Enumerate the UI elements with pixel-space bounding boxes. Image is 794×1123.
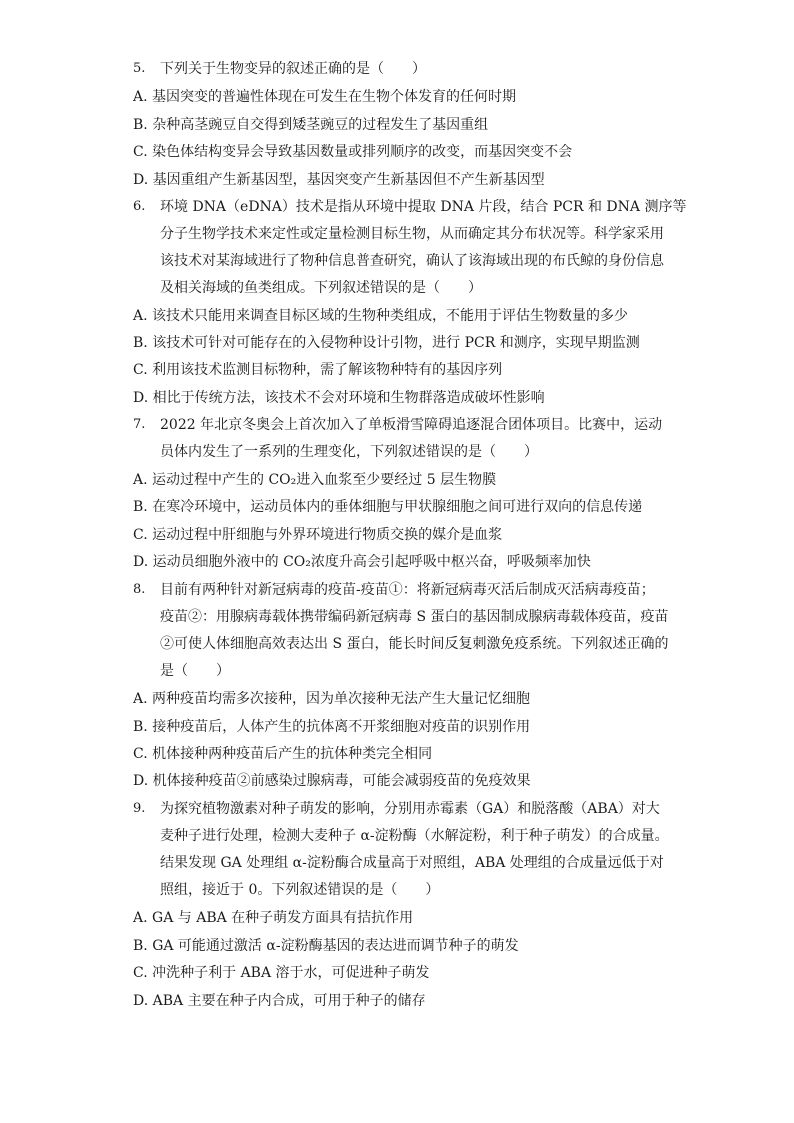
question-number: 9. [133, 801, 146, 816]
question-stem-text: 为探究植物激素对种子萌发的影响，分别用赤霉素（GA）和脱落酸（ABA）对大 [160, 801, 660, 817]
option-a: A. 运动过程中产生的 CO₂进入血浆至少要经过 5 层生物膜 [133, 472, 497, 488]
question-stem-text: 结果发现 GA 处理组 α-淀粉酶合成量高于对照组，ABA 处理组的合成量远低于对 [160, 855, 664, 871]
question-stem-text: 疫苗②：用腺病毒载体携带编码新冠病毒 S 蛋白的基因制成腺病毒载体疫苗，疫苗 [160, 609, 669, 625]
option-d: D. 机体接种疫苗②前感染过腺病毒，可能会减弱疫苗的免疫效果 [133, 773, 531, 789]
question-stem-text: 照组，接近于 0。下列叙述错误的是（ ） [160, 882, 440, 898]
option-a: A. GA 与 ABA 在种子萌发方面具有拮抗作用 [133, 910, 414, 926]
option-b: B. 该技术可针对可能存在的入侵物种设计引物，进行 PCR 和测序，实现早期监测 [133, 335, 640, 351]
option-c: C. 染色体结构变异会导致基因数量或排列顺序的改变，而基因突变不会 [133, 144, 573, 160]
option-d: D. 相比于传统方法，该技术不会对环境和生物群落造成破坏性影响 [133, 390, 545, 406]
question-number: 6. [133, 199, 146, 214]
option-a: A. 该技术只能用来调查目标区域的生物种类组成，不能用于评估生物数量的多少 [133, 308, 629, 324]
question-stem-text: 该技术对某海域进行了物种信息普查研究，确认了该海域出现的布氏鲸的身份信息 [160, 253, 664, 269]
option-b: B. 在寒冷环境中，运动员体内的垂体细胞与甲状腺细胞之间可进行双向的信息传递 [133, 499, 643, 515]
option-c: C. 机体接种两种疫苗后产生的抗体种类完全相同 [133, 746, 433, 762]
option-a: A. 两种疫苗均需多次接种，因为单次接种无法产生大量记忆细胞 [133, 691, 531, 707]
option-d: D. 运动员细胞外液中的 CO₂浓度升高会引起呼吸中枢兴奋，呼吸频率加快 [133, 554, 591, 570]
question-stem-text: 员体内发生了一系列的生理变化，下列叙述错误的是（ ） [160, 444, 538, 460]
option-d: D. 基因重组产生新基因型，基因突变产生新基因但不产生新基因型 [133, 172, 545, 188]
option-b: B. GA 可能通过激活 α-淀粉酶基因的表达进而调节种子的萌发 [133, 938, 519, 954]
question-stem-text: 下列关于生物变异的叙述正确的是（ ） [160, 61, 426, 77]
question-stem-text: 环境 DNA（eDNA）技术是指从环境中提取 DNA 片段，结合 PCR 和 DNA 测序等 [160, 199, 687, 215]
question-number: 7. [133, 417, 146, 432]
option-a: A. 基因突变的普遍性体现在可发生在生物个体发育的任何时期 [133, 89, 517, 105]
question-stem-text: 麦种子进行处理，检测大麦种子 α-淀粉酶（水解淀粉，利于种子萌发）的合成量。 [160, 828, 669, 844]
question-stem-text: 及相关海域的鱼类组成。下列叙述错误的是（ ） [160, 280, 482, 296]
question-stem-text: 目前有两种针对新冠病毒的疫苗-疫苗①：将新冠病毒灭活后制成灭活病毒疫苗； [160, 582, 655, 598]
question-stem-text: ②可使人体细胞高效表达出 S 蛋白，能长时间反复刺激免疫系统。下列叙述正确的 [160, 636, 669, 652]
question-stem-text: 2022 年北京冬奥会上首次加入了单板滑雪障碍追逐混合团体项目。比赛中，运动 [160, 417, 663, 433]
question-number: 8. [133, 582, 146, 597]
option-b: B. 接种疫苗后，人体产生的抗体离不开浆细胞对疫苗的识别作用 [133, 719, 531, 735]
question-number: 5. [133, 61, 146, 76]
option-d: D. ABA 主要在种子内合成，可用于种子的储存 [133, 993, 426, 1009]
option-b: B. 杂种高茎豌豆自交得到矮茎豌豆的过程发生了基因重组 [133, 117, 489, 133]
question-stem-text: 是（ ） [160, 663, 230, 679]
option-c: C. 运动过程中肝细胞与外界环境进行物质交换的媒介是血浆 [133, 527, 503, 543]
question-stem-text: 分子生物学技术来定性或定量检测目标生物，从而确定其分布状况等。科学家采用 [160, 226, 664, 242]
option-c: C. 冲洗种子利于 ABA 溶于水，可促进种子萌发 [133, 965, 430, 981]
option-c: C. 利用该技术监测目标物种，需了解该物种特有的基因序列 [133, 362, 503, 378]
